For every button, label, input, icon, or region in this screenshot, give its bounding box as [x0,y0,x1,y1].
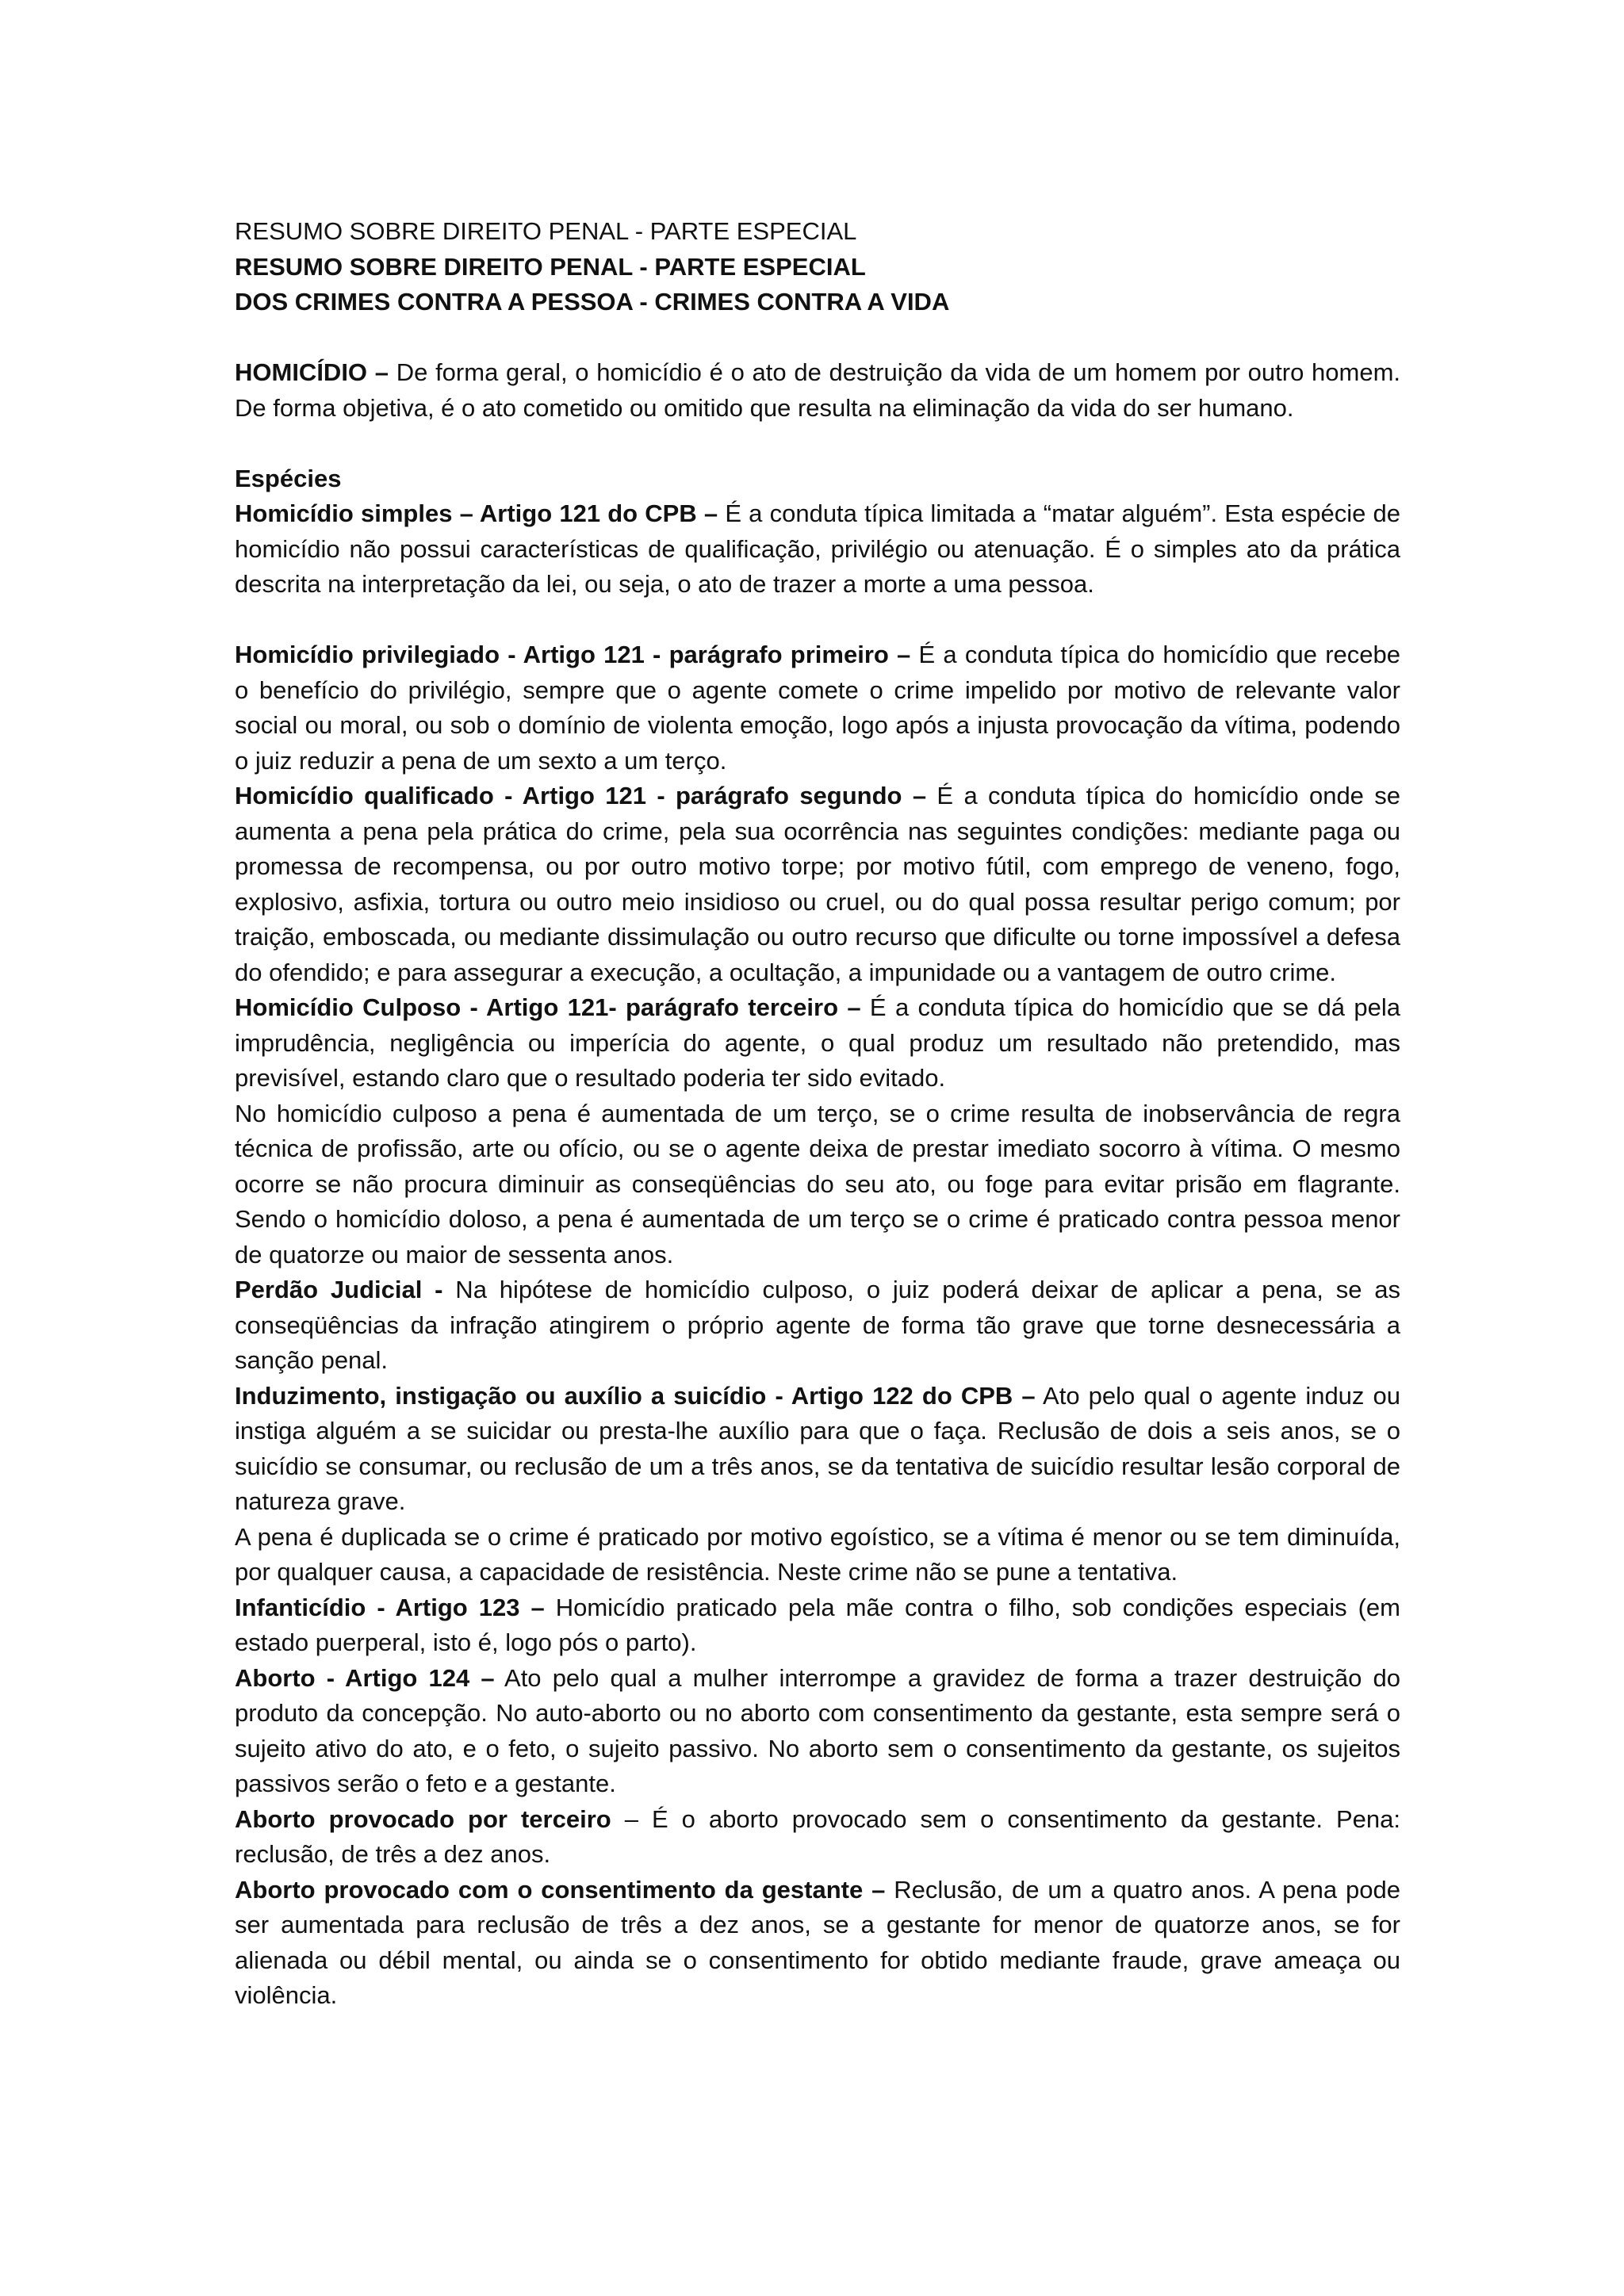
section-text: Ato pelo qual o agente induz ou instiga alguém a se suicidar ou presta-lhe auxílio para que o faça. Reclusão de dois a seis anos, se o suicídio se consumar, ou reclusão de um a três anos, se da tentativa de suicídio resultar lesão corporal de natureza grave. [235,1381,1400,1515]
section-pena-duplicada [235,1520,1400,1590]
document-title-bold: RESUMO SOBRE DIREITO PENAL - PARTE ESPECIAL [235,252,866,281]
section-lead: Induzimento, instigação ou auxílio a suicídio - Artigo 122 do CPB – [235,1381,1036,1410]
especies-heading: Espécies [235,464,342,492]
section-culposo-aumento [235,1096,1400,1273]
homicidio-text: De forma geral, o homicídio é o ato de destruição da vida de um homem por outro homem. De forma objetiva, é o ato cometido ou omitido que resulta na eliminação da vida do ser humano. [235,358,1401,422]
section-lead: Homicídio qualificado - Artigo 121 - parágrafo segundo – [235,782,927,809]
section-lead: Homicídio Culposo - Artigo 121- parágrafo terceiro – [235,993,861,1021]
section-lead: Homicídio privilegiado - Artigo 121 - parágrafo primeiro – [235,641,911,668]
section-text: Ato pelo qual a mulher interrompe a gravidez de forma a trazer destruição do produto da concepção. No auto-aborto ou no aborto com consentimento da gestante, esta sempre será o sujeito ativo do ato, e o feto, o sujeito passivo. No aborto sem o consentimento da gestante, os sujeitos passivos serão o feto e a gestante. [235,1663,1400,1797]
section-homicidio-qualificado [235,779,1400,990]
section-aborto-consentimento [235,1873,1400,2014]
spacer [235,426,1400,461]
section-text: Homicídio praticado pela mãe contra o filho, sob condições especiais (em estado puerperal, isto é, logo pós o parto). [235,1593,1400,1656]
section-aborto-terceiro [235,1802,1400,1873]
section-text: É a conduta típica limitada a “matar alguém”. Esta espécie de homicídio não possui características de qualificação, privilégio ou atenuação. É o simples ato da prática descrita na interpretação da lei, ou seja, o ato de trazer a morte a uma pessoa. [235,499,1400,598]
section-text: – É o aborto provocado sem o consentimento da gestante. Pena: reclusão, de três a dez anos. [235,1804,1401,1868]
section-homicidio-simples [235,496,1400,603]
section-lead: Homicídio simples – Artigo 121 do CPB – [235,499,718,527]
section-text: No homicídio culposo a pena é aumentada de um terço, se o crime resulta de inobservância de regra técnica de profissão, arte ou ofício, ou se o agente deixa de prestar imediato socorro à vítima. O mesmo ocorre se não procura diminuir as conseqüências do seu ato, ou foge para evitar prisão em flagrante. Sendo o homicídio doloso, a pena é aumentada de um terço se o crime é praticado contra pessoa menor de quatorze ou maior de sessenta anos. [235,1099,1400,1269]
section-infanticidio [235,1590,1400,1661]
section-lead: Aborto - Artigo 124 – [235,1663,495,1692]
section-induzimento-suicidio [235,1379,1400,1520]
section-text: É a conduta típica do homicídio onde se aumenta a pena pela prática do crime, pela sua ocorrência nas seguintes condições: mediante paga ou promessa de recompensa, ou por outro motivo torpe; por motivo fútil, com emprego de veneno, fogo, explosivo, asfixia, tortura ou outro meio insidioso ou cruel, ou do qual possa resultar perigo comum; por traição, emboscada, ou mediante dissimulação ou outro recurso que dificulte ou torne impossível a defesa do ofendido; e para assegurar a execução, a ocultação, a impunidade ou a vantagem de outro crime. [235,782,1401,986]
section-lead: Aborto provocado por terceiro [235,1804,611,1833]
spacer [235,320,1400,356]
document-title-plain: RESUMO SOBRE DIREITO PENAL - PARTE ESPECIAL [235,217,857,245]
section-lead: Aborto provocado com o consentimento da gestante – [235,1875,886,1904]
document-subtitle: DOS CRIMES CONTRA A PESSOA - CRIMES CONTRA A VIDA [235,288,950,316]
section-lead: Infanticídio - Artigo 123 – [235,1593,545,1621]
section-homicidio-privilegiado [235,637,1400,779]
section-aborto [235,1661,1400,1802]
document-page [235,214,1400,2014]
section-text: Na hipótese de homicídio culposo, o juiz poderá deixar de aplicar a pena, se as conseqüências da infração atingirem o próprio agente de forma tão grave que torne desnecessária a sanção penal. [235,1276,1400,1374]
section-text: É a conduta típica do homicídio que se dá pela imprudência, negligência ou imperícia do agente, o qual produz um resultado não pretendido, mas previsível, estando claro que o resultado poderia ter sido evitado. [235,993,1400,1092]
section-lead: Perdão Judicial - [235,1276,443,1303]
spacer [235,603,1400,638]
homicidio-paragraph [235,355,1400,426]
section-text: É a conduta típica do homicídio que recebe o benefício do privilégio, sempre que o agente comete o crime impelido por motivo de relevante valor social ou moral, ou sob o domínio de violenta emoção, logo após a injusta provocação da vítima, podendo o juiz reduzir a pena de um sexto a um terço. [235,641,1400,775]
section-perdao-judicial [235,1272,1400,1379]
section-text: A pena é duplicada se o crime é praticado por motivo egoístico, se a vítima é menor ou se tem diminuída, por qualquer causa, a capacidade de resistência. Neste crime não se pune a tentativa. [235,1522,1400,1586]
section-text: Reclusão, de um a quatro anos. A pena pode ser aumentada para reclusão de três a dez anos, se a gestante for menor de quatorze anos, se for alienada ou débil mental, ou ainda se o consentimento for obtido mediante fraude, grave ameaça ou violência. [235,1875,1400,2009]
section-homicidio-culposo [235,990,1400,1096]
homicidio-lead: HOMICÍDIO – [235,358,389,386]
